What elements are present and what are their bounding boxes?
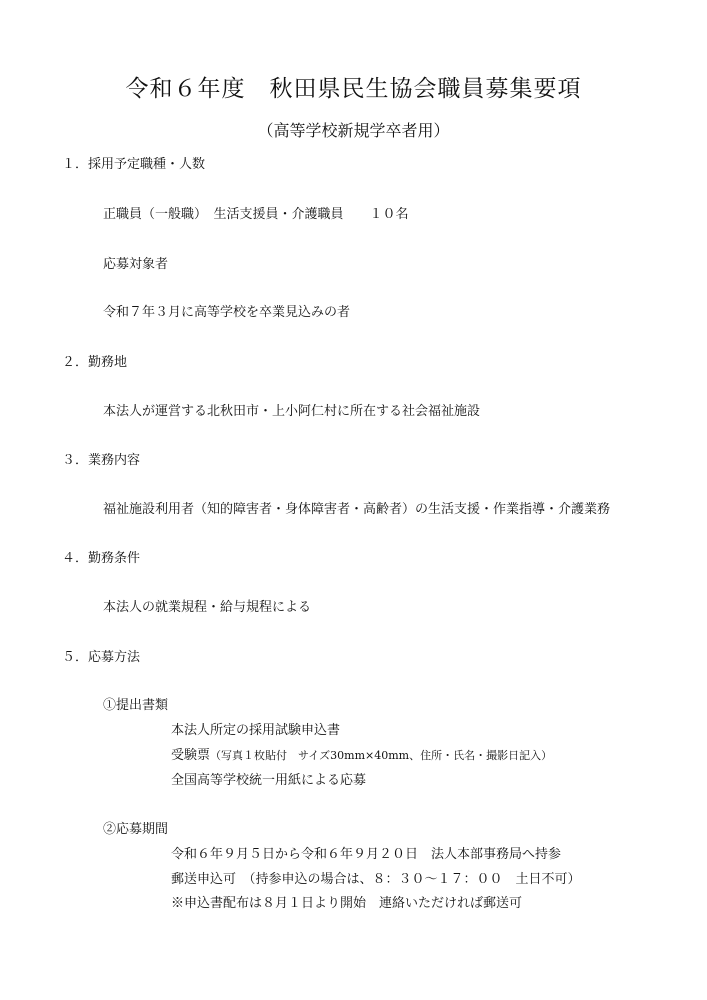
document-item: 全国高等学校統一用紙による応募: [171, 773, 367, 788]
period-label: ②応募期間: [103, 822, 169, 837]
page-title: 令和６年度 秋田県民生協会職員募集要項: [125, 76, 582, 102]
section-heading-duties: ３．業務内容: [62, 453, 141, 468]
section-heading-positions: １．採用予定職種・人数: [62, 157, 206, 172]
duties-text: 福祉施設利用者（知的障害者・身体障害者・高齢者）の生活支援・作業指導・介護業務: [103, 502, 611, 517]
documents-label: ①提出書類: [103, 698, 169, 713]
document-item: 本法人所定の採用試験申込書: [171, 723, 341, 738]
section-heading-application: ５．応募方法: [62, 650, 141, 665]
conditions-text: 本法人の就業規程・給与規程による: [103, 600, 312, 615]
eligibility-label: 応募対象者: [103, 257, 169, 272]
document-item: [171, 748, 552, 764]
period-item: 郵送申込可 （持参申込の場合は、８：３０～１７：００ 土日不可）: [171, 872, 581, 887]
section-heading-workplace: ２．勤務地: [62, 355, 128, 370]
section-heading-conditions: ４．勤務条件: [62, 551, 141, 566]
workplace-text: 本法人が運営する北秋田市・上小阿仁村に所在する社会福祉施設: [103, 404, 481, 419]
page-subtitle: （高等学校新規学卒者用）: [257, 121, 450, 140]
position-count-text: 正職員（一般職） 生活支援員・介護職員 １０名: [103, 207, 409, 222]
document-item-note: （写真１枚貼付 サイズ30mm×40mm、住所・氏名・撮影日記入）: [210, 749, 553, 762]
eligibility-text: 令和７年３月に高等学校を卒業見込みの者: [103, 305, 351, 320]
period-note: ※申込書配布は８月１日より開始 連絡いただければ郵送可: [171, 896, 523, 911]
period-item: 令和６年９月５日から令和６年９月２０日 法人本部事務局へ持参: [171, 847, 562, 862]
document-item-text: 受験票: [171, 748, 211, 763]
